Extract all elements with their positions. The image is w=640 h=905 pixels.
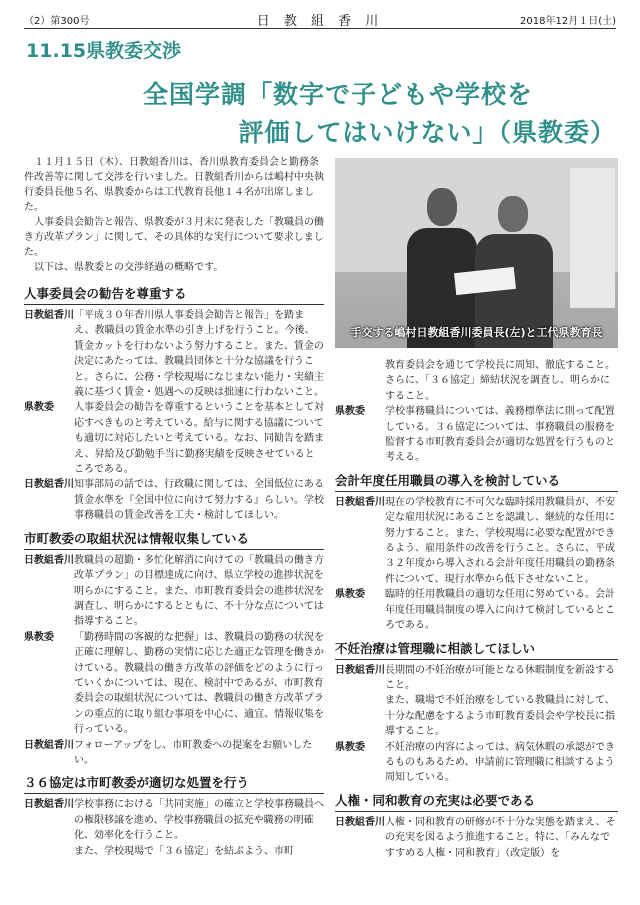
section-36kyotei xyxy=(24,774,324,859)
exchange-text: 学校事務職員については、義務標準法に則って配置している。３６協定については、事務職員の服務を監督する市町教育委員会が適切な処置を行うものと考える。 xyxy=(385,406,615,464)
exchange-text: 教育委員会を通じて学校長に周知、徹底すること。 xyxy=(385,360,615,371)
exchange-text: 人事委員会の勧告を尊重するということを基本として対応すべきものと考えている。給与に関する協議についても適切に対応したいと考えている。なお、同勧告を踏まえ、昇給及び勤勉手当に勤務実績を反映させているところである。 xyxy=(74,402,324,476)
speaker-label: 県教委 xyxy=(335,589,365,601)
photo xyxy=(335,158,618,348)
exchange-text: また、職場で不妊治療をしている教職員に対して、十分な配慮をするよう市町教育委員会や学校長に指導すること。 xyxy=(385,695,615,738)
headline xyxy=(60,76,616,152)
photo-window xyxy=(570,168,615,308)
speaker-label: 県教委 xyxy=(335,741,365,753)
exchange-text: 「平成３０年香川県人事委員会勧告と報告」を踏まえ、教職員の賃金水準の引き上げを行うこと。今後、賃金カットを行わないよう努力すること。また、賃金の決定にあたっては、教職員団体と十分な協議を行うこと。さらに、公務・学校現場になじまない能力・実績主義に基づく賃金・処遇への反映は拙速に行わないこと。 xyxy=(74,310,324,399)
exchange-text: 知事部局の話では、行政職に関しては、全国低位にある賃金水準を『全国中位に向けて努力する』らしい。学校事務職員の賃金改善を工夫・検討してほしい。 xyxy=(74,479,324,522)
exchange-item xyxy=(24,553,324,630)
newspaper-title: 日 教 組 香 川 xyxy=(256,14,384,29)
kicker: 11.15県教委交渉 xyxy=(26,40,182,62)
headline-line-2: 評価してはいけない」（県教委） xyxy=(238,118,616,147)
page-header xyxy=(24,10,616,29)
speaker-label: 県教委 xyxy=(24,631,54,643)
exchange-text: 臨時的任用教職員の適切な任用に努めている。会計年度任用職員制度の導入に向けて検討しているところである。 xyxy=(385,589,615,632)
section-kaikei xyxy=(335,472,618,634)
continuation-text xyxy=(24,844,324,859)
exchange-item xyxy=(24,630,324,738)
speaker-label: 日教組香川 xyxy=(24,479,74,491)
left-column xyxy=(24,285,324,865)
speaker-label: 日教組香川 xyxy=(24,799,74,811)
exchange-item xyxy=(24,308,324,400)
section-title: 市町教委の取組状況は情報収集している xyxy=(24,530,324,550)
section-title: 会計年度任用職員の導入を検討している xyxy=(335,472,618,492)
section-title: 人事委員会の勧告を尊重する xyxy=(24,285,324,305)
section-title: 不妊治療は管理職に相談してほしい xyxy=(335,640,618,660)
exchange-text: 現在の学校教育に不可欠な臨時採用教職員が、不安定な雇用状況にあることを認識し、継続的な任用に努力すること。また、学校現場に必要な配置ができるよう、雇用条件の改善を行うこと。さらに、平成３２年度から導入される会計年度任用職員の勤務条件について、現行水準から低下させないこと。 xyxy=(385,496,615,585)
section-jinken xyxy=(335,792,618,861)
intro-text xyxy=(24,155,324,275)
intro-paragraph: 人事委員会勧告と報告、県教委が３月末に発表した「教職員の働き方改革プラン」に関して、その具体的な実行について要求しました。 xyxy=(24,217,324,258)
speaker-label: 日教組香川 xyxy=(335,664,385,676)
section-title: ３６協定は市町教委が適切な処置を行う xyxy=(24,774,324,794)
intro-paragraph: 以下は、県教委との交渉経過の概略です。 xyxy=(34,262,224,273)
photo-person-right-head xyxy=(498,196,528,232)
section-jinji xyxy=(24,285,324,524)
speaker-label: 日教組香川 xyxy=(335,496,385,508)
exchange-item xyxy=(335,663,618,694)
exchange-text: 学校事務における「共同実施」の確立と学校事務職員への権限移譲を進め、学校事務職員の拡充や職務の明確化、効率化を行うこと。 xyxy=(74,799,324,842)
exchange-item xyxy=(24,797,324,843)
exchange-text: 不妊治療の内容によっては、病気休暇の承認ができるものもあるため、申請前に管理職に相談するよう周知している。 xyxy=(385,741,615,784)
exchange-text: 長期間の不妊治療が可能となる休暇制度を新設すること。 xyxy=(385,664,615,691)
exchange-text: 人権・同和教育の研修が不十分な実態を踏まえ、その充実を図るよう推進すること。特に、「みんなですすめる人権・同和教育」（改定版）を xyxy=(385,816,616,859)
exchange-item xyxy=(335,495,618,587)
exchange-item xyxy=(24,400,324,477)
header-rule xyxy=(24,28,616,29)
exchange-item xyxy=(335,587,618,633)
issue-date: 2018年12月１日(土) xyxy=(520,16,616,27)
exchange-text: さらに、「３６協定」締結状況を調査し、明らかにすること。 xyxy=(385,375,610,402)
exchange-text: フォローアップをし、市町教委への提案をお願いしたい。 xyxy=(74,739,313,766)
exchange-item xyxy=(24,477,324,523)
continuation-text xyxy=(335,693,618,739)
exchange-item xyxy=(335,740,618,786)
continuation-text xyxy=(335,373,618,404)
exchange-item xyxy=(24,738,324,769)
speaker-label: 日教組香川 xyxy=(24,310,74,321)
intro-paragraph: １１月１５日（木）、日教組香川は、香川県教育委員会と勤務条件改善等に関して交渉を行いました。日教組香川からは嶋村中央執行委員長他５名、県教委からは工代教育長他１４名が出席しました。 xyxy=(24,157,324,213)
exchange-item xyxy=(335,404,618,466)
exchange-text: 教職員の超勤・多忙化解消に向けての「教職員の働き方改革プラン」の目標達成に向け、県立学校の進捗状況を明らかにすること。また、市町教育委員会の進捗状況を調査し、明らかにするとともに、不十分な点については指導すること。 xyxy=(74,554,324,628)
speaker-label: 日教組香川 xyxy=(24,739,74,751)
speaker-label: 日教組香川 xyxy=(335,816,385,828)
section-36kyotei-cont xyxy=(335,358,618,466)
exchange-text: 「勤務時間の客観的な把握」は、教職員の勤務の状況を正確に理解し、勤務の実情に応じた適正な管理を働きかけている。教職員の働き方改革の評価をどのように行っていくかについては、現在、検討中であるが、市町教育委員会の取組状況については、教職員の働き方改革プランの重点的に取り組む事項を中心に、適宜、情報収集を行っている。 xyxy=(74,631,324,736)
issue-number: （2）第300号 xyxy=(24,16,90,27)
speaker-label: 日教組香川 xyxy=(24,554,74,566)
section-title: 人権・同和教育の充実は必要である xyxy=(335,792,618,812)
speaker-label: 県教委 xyxy=(24,402,54,414)
headline-line-1: 全国学調「数字で子どもや学校を xyxy=(142,80,533,109)
photo-person-left-head xyxy=(427,188,457,226)
photo-caption: 手交する嶋村日教組香川委員長(左)と工代県教育長 xyxy=(350,326,603,339)
speaker-label: 県教委 xyxy=(335,406,365,418)
section-shicho xyxy=(24,530,324,769)
exchange-item xyxy=(335,815,618,861)
right-column xyxy=(335,358,618,867)
section-funin xyxy=(335,640,618,786)
exchange-text: また、学校現場で「３６協定」を結ぶよう、市町 xyxy=(74,845,294,857)
continuation-text xyxy=(335,358,618,373)
